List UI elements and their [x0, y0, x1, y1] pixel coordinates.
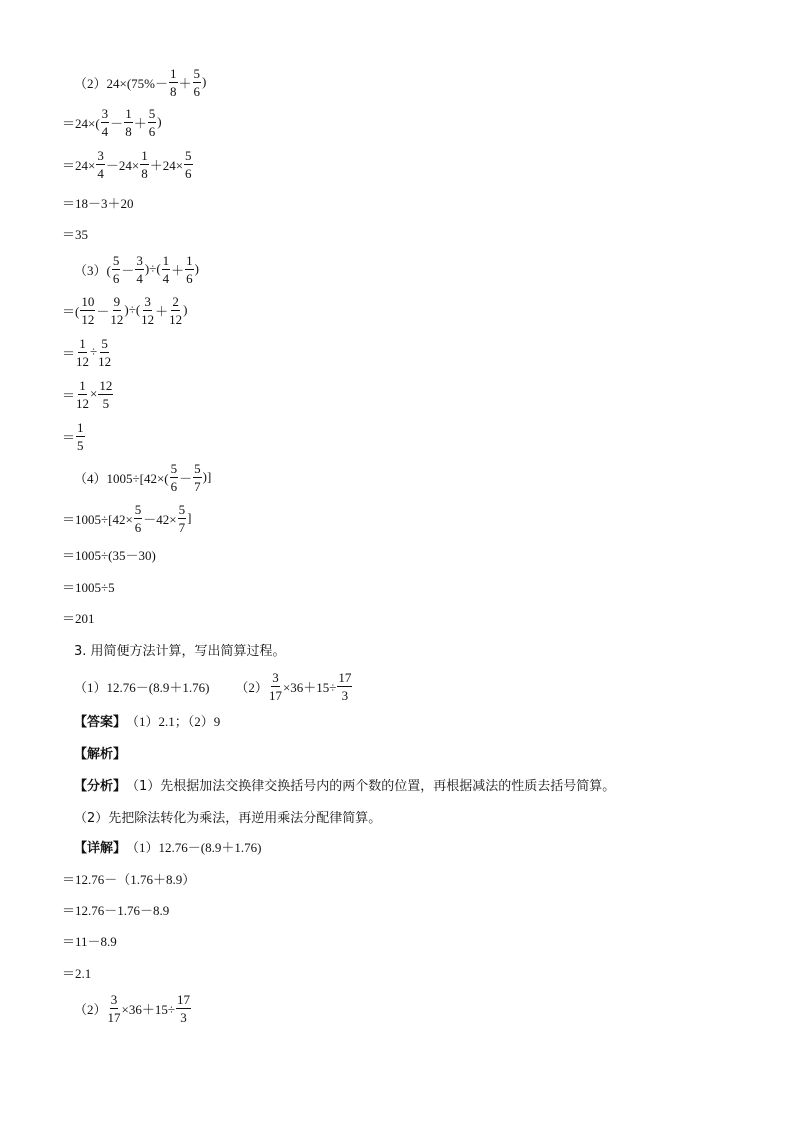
fraction-numerator: 3 [97, 147, 104, 163]
math-text: ) [157, 114, 162, 129]
fraction [169, 67, 178, 98]
math-line [62, 335, 112, 369]
math-text: ＝18－3＋20 [62, 195, 134, 211]
math-line [62, 105, 162, 139]
fraction-denominator: 12 [81, 311, 95, 327]
math-text: ＝ [62, 429, 76, 445]
math-line [74, 669, 353, 703]
fraction-numerator: 5 [112, 252, 120, 268]
math-text: ＝35 [62, 226, 89, 242]
math-text: － [179, 470, 193, 486]
fraction-denominator: 3 [341, 687, 349, 703]
fraction-numerator: 5 [178, 501, 186, 517]
fraction-numerator: 5 [193, 65, 201, 81]
fraction-denominator: 12 [76, 353, 90, 369]
math-text: ＋ [155, 303, 169, 319]
fraction [101, 107, 110, 138]
math-text: 24×(75%－ [106, 75, 169, 91]
fraction-numerator: 5 [134, 501, 142, 517]
math-text: ＝ [62, 387, 76, 403]
fraction-denominator: 5 [102, 395, 110, 411]
text-run: （2）先把除法转化为乘法，再逆用乘法分配律简算。 [74, 810, 382, 826]
fraction [80, 295, 95, 326]
fraction [98, 337, 111, 368]
fraction-numerator: 3 [101, 105, 109, 121]
math-line [62, 544, 156, 564]
fraction-denominator: 6 [170, 478, 178, 494]
fraction-denominator: 4 [136, 270, 143, 286]
math-text: ＝1005÷(35－30) [62, 547, 156, 563]
math-text: ＝12.76－（1.76＋8.9） [62, 871, 196, 887]
fraction [76, 421, 85, 452]
fraction [178, 503, 187, 534]
fraction [269, 671, 282, 702]
math-text: )] [202, 469, 212, 484]
math-text: ) [202, 74, 207, 89]
math-line [74, 639, 286, 659]
fraction-numerator: 17 [176, 991, 190, 1007]
fraction-numerator: 1 [77, 419, 84, 435]
fraction-denominator: 5 [77, 437, 84, 453]
math-line [62, 607, 95, 627]
math-text: ＝1005÷5 [62, 579, 115, 595]
fraction [141, 295, 154, 326]
fraction [193, 67, 202, 98]
fraction [134, 503, 143, 534]
fraction-numerator: 5 [170, 460, 178, 476]
math-line [74, 252, 200, 286]
math-line [74, 460, 212, 494]
section-heading: 【分析】 [74, 778, 127, 794]
fraction [108, 993, 121, 1024]
fraction [169, 295, 182, 326]
fraction [140, 149, 149, 180]
fraction-denominator: 7 [194, 478, 201, 494]
fraction [124, 107, 133, 138]
math-text: ) [183, 302, 188, 317]
fraction [184, 149, 193, 180]
math-line [74, 65, 207, 99]
math-line [62, 293, 188, 327]
math-text: －42× [143, 511, 177, 527]
fraction-numerator: 12 [99, 377, 113, 393]
fraction [110, 295, 123, 326]
fraction-denominator: 12 [98, 353, 112, 369]
section-heading: 【详解】 [74, 840, 127, 856]
math-line [74, 991, 192, 1025]
math-text: ] [187, 510, 192, 525]
fraction-denominator: 12 [141, 311, 155, 327]
math-text: － [110, 115, 124, 131]
math-line [74, 742, 126, 762]
math-text: （1）12.76－(8.9＋1.76) [126, 839, 262, 855]
fraction [135, 254, 144, 285]
math-text: （1）12.76－(8.9＋1.76) [74, 679, 210, 695]
fraction-numerator: 1 [79, 335, 86, 351]
fraction [176, 993, 191, 1024]
fraction-numerator: 5 [194, 460, 201, 476]
math-line [74, 836, 261, 856]
math-line [74, 774, 615, 794]
section-heading: 【解析】 [74, 746, 127, 762]
fraction [185, 254, 194, 285]
fraction-denominator: 8 [170, 83, 177, 99]
fraction-numerator: 1 [162, 252, 170, 268]
math-line [74, 806, 381, 826]
math-line [62, 192, 134, 212]
math-text: ×36＋15÷ [121, 1001, 175, 1017]
math-line [62, 377, 114, 411]
fraction [162, 254, 171, 285]
math-line [62, 223, 88, 243]
fraction-numerator: 3 [272, 669, 279, 685]
math-text: ＝24×( [62, 115, 100, 131]
math-text: （2） [74, 75, 107, 91]
math-line [62, 501, 192, 535]
math-text: ＝2.1 [62, 965, 92, 981]
text-run: （1）先根据加法交换律交换括号内的两个数的位置，再根据减法的性质去括号简算。 [126, 778, 616, 794]
math-text: ×36＋15÷ [282, 679, 337, 695]
fraction [170, 462, 179, 493]
fraction-denominator: 12 [76, 395, 90, 411]
fraction-denominator: 4 [101, 123, 109, 139]
fraction-denominator: 7 [178, 519, 186, 535]
fraction-numerator: 2 [172, 293, 179, 309]
math-line [62, 419, 86, 453]
fraction-numerator: 1 [125, 105, 132, 121]
math-text: （2） [235, 679, 268, 695]
fraction-numerator: 9 [113, 293, 121, 309]
math-line [62, 930, 117, 950]
fraction-denominator: 17 [107, 1009, 121, 1025]
math-line [62, 868, 195, 888]
math-text: ＝ [62, 345, 76, 361]
math-text: )÷( [124, 302, 141, 317]
math-line [74, 710, 220, 730]
math-line [62, 899, 169, 919]
text-run: 3. 用简便方法计算，写出简算过程。 [74, 643, 286, 659]
fraction-numerator: 3 [110, 991, 118, 1007]
math-text: － [96, 303, 110, 319]
fraction [76, 337, 89, 368]
math-text: ＝201 [62, 610, 95, 626]
fraction [98, 379, 113, 410]
math-text: －24× [105, 157, 140, 173]
fraction [337, 671, 352, 702]
math-text: ＋ [171, 262, 185, 278]
fraction-denominator: 6 [186, 270, 193, 286]
fraction-denominator: 6 [134, 519, 142, 535]
fraction [96, 149, 105, 180]
fraction-numerator: 5 [148, 105, 156, 121]
fraction-numerator: 1 [186, 252, 193, 268]
fraction [76, 379, 89, 410]
fraction-denominator: 6 [148, 123, 156, 139]
math-line [62, 147, 194, 181]
math-text: （2） [74, 1001, 107, 1017]
fraction-numerator: 17 [338, 669, 352, 685]
fraction-denominator: 8 [141, 165, 148, 181]
math-text: （3）( [74, 262, 111, 278]
fraction-denominator: 4 [162, 270, 170, 286]
fraction-numerator: 10 [81, 293, 95, 309]
fraction-denominator: 12 [169, 311, 183, 327]
fraction-numerator: 1 [170, 65, 177, 81]
fraction-denominator: 12 [110, 311, 124, 327]
math-text: ＝1005÷[42× [62, 511, 133, 527]
math-text: （4）1005÷[42×( [74, 470, 169, 486]
fraction-denominator: 6 [193, 83, 201, 99]
fraction-denominator: 3 [180, 1009, 187, 1025]
math-text: ＋24× [149, 157, 184, 173]
math-line [62, 576, 115, 596]
section-heading: 【答案】 [74, 714, 127, 730]
math-text: ＝11－8.9 [62, 933, 117, 949]
fraction-denominator: 8 [125, 123, 132, 139]
math-text: ＝24× [62, 157, 96, 173]
fraction-denominator: 6 [185, 165, 192, 181]
math-text: ＝12.76－1.76－8.9 [62, 902, 170, 918]
math-text: － [121, 262, 135, 278]
fraction [193, 462, 202, 493]
fraction-denominator: 17 [268, 687, 282, 703]
fraction-numerator: 1 [79, 377, 86, 393]
math-text: )÷( [144, 261, 161, 276]
fraction-numerator: 5 [101, 335, 108, 351]
math-text: ) [194, 261, 200, 276]
math-line [62, 962, 91, 982]
fraction-denominator: 6 [112, 270, 120, 286]
fraction [112, 254, 121, 285]
fraction-numerator: 3 [144, 293, 151, 309]
fraction-numerator: 5 [185, 147, 192, 163]
fraction-denominator: 4 [97, 165, 104, 181]
math-text: （1）2.1；（2）9 [126, 713, 221, 729]
fraction [148, 107, 157, 138]
math-text: × [90, 386, 98, 401]
fraction-numerator: 3 [136, 252, 143, 268]
math-text: ÷ [90, 344, 98, 359]
math-text: ＋ [178, 75, 192, 91]
math-text: ＋ [133, 115, 147, 131]
fraction-numerator: 1 [141, 147, 148, 163]
math-text: ＝( [62, 303, 80, 319]
